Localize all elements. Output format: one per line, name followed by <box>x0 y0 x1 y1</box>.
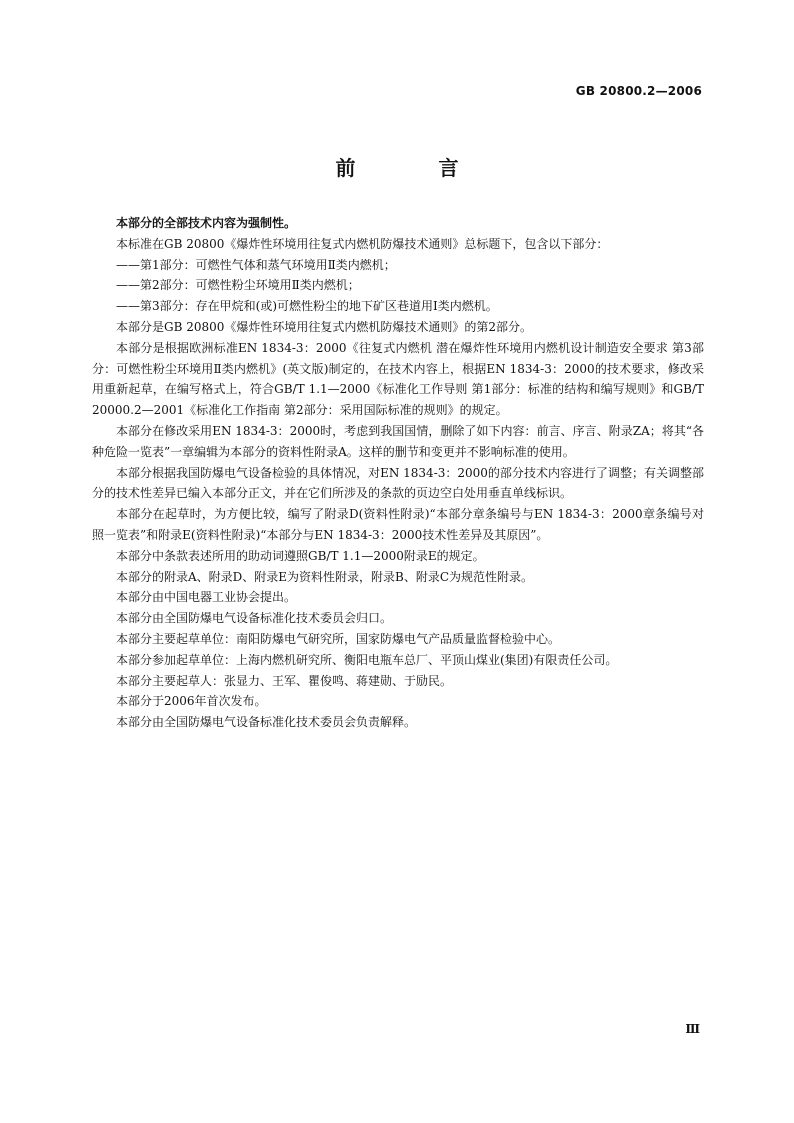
paragraph-mandatory-notice: 本部分的全部技术内容为强制性。 <box>116 216 297 230</box>
paragraph-proposed-by: 本部分由中国电器工业协会提出。 <box>116 590 297 605</box>
paragraph-deletions: 本部分在修改采用EN 1834-3：2000时，考虑到我国国情，删除了如下内容：前言、序言、附录ZA；将其“各种危险一览表”一章编辑为本部分的资料性附录A。这样的删节和变更并不影响标准的使用。 <box>92 423 704 459</box>
standard-number: GB 20800.2—2006 <box>575 84 702 98</box>
paragraph-this-part: 本部分是GB 20800《爆炸性环境用往复式内燃机防爆技术通则》的第2部分。 <box>116 319 533 334</box>
paragraph-part-3: ——第3部分：存在甲烷和(或)可燃性粉尘的地下矿区巷道用Ⅰ类内燃机。 <box>116 299 498 314</box>
page-title: 前 言 <box>335 156 497 180</box>
paragraph-part-1: ——第1部分：可燃性气体和蒸气环境用Ⅱ类内燃机； <box>116 257 396 272</box>
paragraph-centralized-by: 本部分由全国防爆电气设备标准化技术委员会归口。 <box>116 611 393 626</box>
paragraph-adjustments: 本部分根据我国防爆电气设备检验的具体情况，对EN 1834-3：2000的部分技术内容进行了调整；有关调整部分的技术性差异已编入本部分正文，并在它们所涉及的条款的页边空白处用垂直单线标识。 <box>92 465 704 501</box>
paragraph-main-drafting-units: 本部分主要起草单位：南阳防爆电气研究所，国家防爆电气产品质量监督检验中心。 <box>116 631 561 646</box>
paragraph-part-2: ——第2部分：可燃性粉尘环境用Ⅱ类内燃机； <box>116 278 360 293</box>
paragraph-auxiliary-verbs: 本部分中条款表述所用的助动词遵照GB/T 1.1—2000附录E的规定。 <box>116 548 485 563</box>
paragraph-first-release: 本部分于2006年首次发布。 <box>116 694 267 709</box>
paragraph-series-intro: 本标准在GB 20800《爆炸性环境用往复式内燃机防爆技术通则》总标题下，包含以下部分： <box>116 236 609 251</box>
foreword-body <box>92 213 704 733</box>
paragraph-participating-units: 本部分参加起草单位：上海内燃机研究所、衡阳电瓶车总厂、平顶山煤业(集团)有限责任公司。 <box>116 652 618 667</box>
paragraph-drafters: 本部分主要起草人：张显力、王军、瞿俊鸣、蒋建勋、于励民。 <box>116 673 453 688</box>
paragraph-interpretation: 本部分由全国防爆电气设备标准化技术委员会负责解释。 <box>116 715 417 730</box>
paragraph-comparison-annexes: 本部分在起草时，为方便比较，编写了附录D(资料性附录)“本部分章条编号与EN 1834-3：2000章条编号对照一览表”和附录E(资料性附录)“本部分与EN 1834-3：2000技术性差异及其原因”。 <box>92 507 704 542</box>
paragraph-adoption-basis: 本部分是根据欧洲标准EN 1834-3：2000《往复式内燃机 潜在爆炸性环境用内燃机设计制造安全要求 第3部分：可燃性粉尘环境用Ⅱ类内燃机》(英文版)制定的，在技术内容上，根据EN 1834-3：2000的技术要求，修改采用重新起草，在编写格式上，符合GB/T 1.1—2000《标准化工作导则 第1部分：标准的结构和编写规则》和GB/T 20000.2—2001《标准化工作指南 第2部分：采用国际标准的规则》的规定。 <box>92 340 704 418</box>
paragraph-annex-types: 本部分的附录A、附录D、附录E为资料性附录，附录B、附录C为规范性附录。 <box>116 569 534 584</box>
page-number: Ⅲ <box>685 1022 700 1036</box>
